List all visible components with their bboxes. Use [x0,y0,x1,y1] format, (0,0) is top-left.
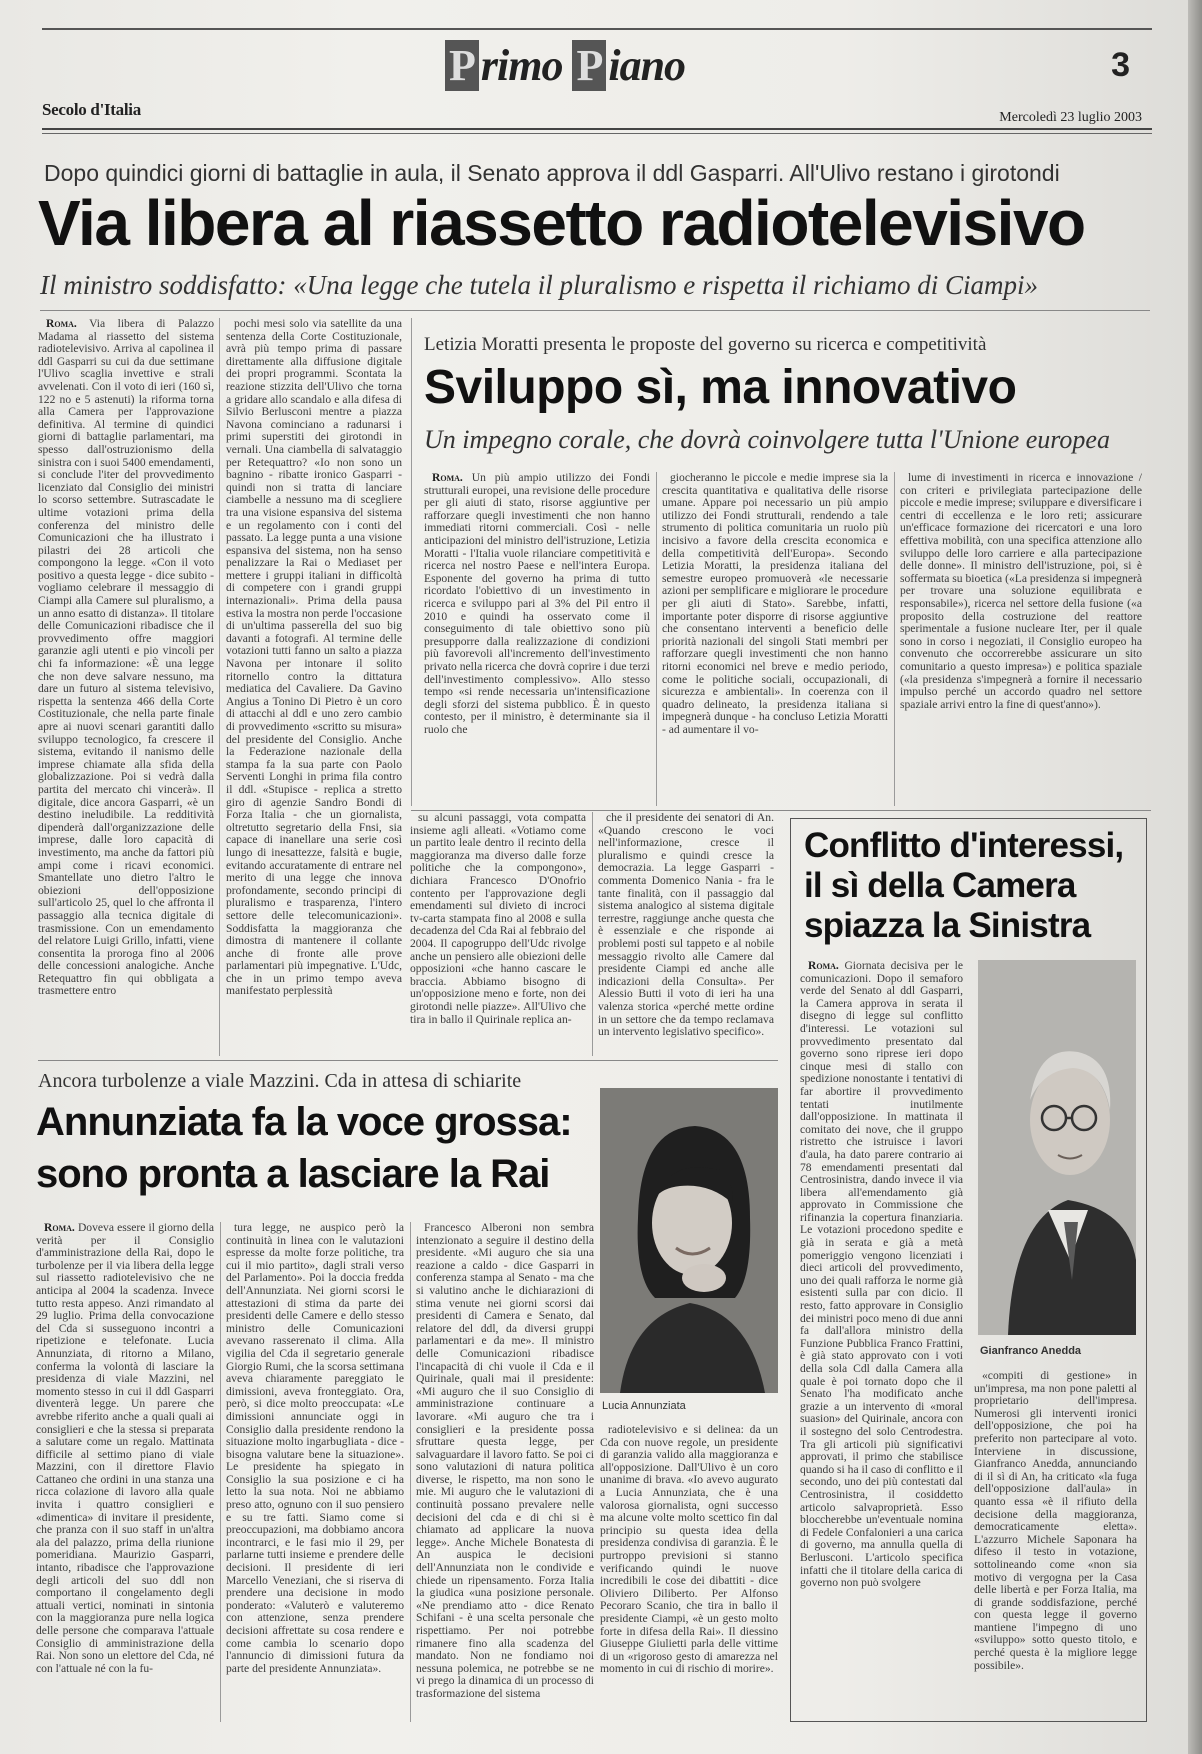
moratti-left-rule [411,318,412,806]
annunziata-kicker: Ancora turbolenze a viale Mazzini. Cda in attesa di schiarite [38,1070,522,1092]
section-title-cap-first: P [445,40,479,91]
moratti-headline: Sviluppo sì, ma innovativo [424,361,1017,414]
page-number: 3 [1111,46,1130,84]
annunziata-col-4 [600,1424,778,1722]
annunziata-headline-line-1: Annunziata fa la voce grossa: [36,1100,572,1144]
moratti-bottom-rule [411,810,1151,811]
main-col-2-text: pochi mesi solo via satellite da una sentenza della Corte Costituzionale, avrà più tempo prima di passare direttamente alla diffusione digitale dei propri programmi. Scontata la reazione stizzita dell'Ulivo che torna a gridare allo scandalo e alla difesa di Silvio Berlusconi mentre a piazza Navona cominciano a radunarsi i primi superstiti dei girotondi in vernali. Una ciambella di salvataggio per Retequattro? «Io non sono un bagnino - ribatte ironico Gasparri - quindi non si tratta di lanciare ciambelle a nessuno ma di scegliere tra una visione espansiva del sistema e un regolamento con i conti del passato. La legge punta a una visione espansiva del sistema, non ha senso penalizzare la Rai o Mediaset per mettere i gruppi italiani in difficoltà di competere con i grandi gruppi internazionali». Prima della pausa estiva la mostra non perde l'occasione di un'ultima passerella del suo big davanti a fotografi. Al termine delle votazioni tutti fanno un salto a piazza Navona per intonare il solito ritornello contro la dittatura mediatica del Cavaliere. Da Gavino Angius a Tonino Di Pietro è un coro di attacchi al ddl e uno zero cambio di provvedimento «scritto su misura» del presidente del Consiglio. Anche la Federazione nazionale della stampa fa la sua parte con Paolo Serventi Longhi in prima fila contro il ddl. «Stupisce - replica a stretto giro di agenzie Sandro Bondi di Forza Italia - che un giornalista, oltretutto segretario della Fnsi, sia capace di inanellare una serie così lungo di inesattezze, falsità e bugie, evitando accuratamente di entrare nel merito di una legge che innova profondamente, secondo principi di pluralismo e trasparenza, l'intero settore delle telecomunicazioni». Soddisfatta la maggioranza che dimostra di mantenere il collante anche di fronte alle prove parlamentari più impegnative. L'Udc, che in un primo tempo aveva manifestato perplessità [226,318,402,998]
section-title-first: rimo [480,41,563,90]
annunziata-col-2 [226,1222,404,1722]
conflitto-dateline: Roma. [808,960,839,972]
main-subhead: Il ministro soddisfatto: «Una legge che tutela il pluralismo e rispetta il richiamo di Ciampi» [40,270,1038,300]
anedda-portrait-illustration [978,960,1136,1335]
conflitto-col-1 [800,960,963,1710]
section-title-second: iano [608,41,686,90]
moratti-col-1-text: Un più ampio utilizzo dei Fondi strutturali europei, una revisione delle procedure per gli aiuti di stato, risorse aggiuntive per rafforzare quegli investimenti che non hanno immediati ritorni commerciali. Così - nelle anticipazioni del ministro dell'istruzione, Letizia Moratti - l'Italia vuole rilanciare competitività e ricerca nel nostro Paese e nell'intera Europa. Esponente del governo ha prima di tutto ricordato l'obiettivo di un investimento in ricerca e sviluppo pari al 3% del Pil entro il 2010 e quindi ha osservato come il conseguimento di tale obiettivo sono più presupporre dalla realizzazione di condizioni più favorevoli all'incremento dell'investimento privato nella ricerca che dovrà coprire i due terzi dell'investimento complessivo». Allo stesso tempo «si rende necessaria un'intensificazione degli sforzi del sistema pubblico. È in questo contesto, per il ministro, è determinante sia il ruolo che [424,472,650,736]
main-headline: Via libera al riassetto radiotelevisivo [38,187,1085,259]
main-story-col-1 [38,318,214,1056]
moratti-col-divider-1 [656,472,657,806]
moratti-dateline: Roma. [432,472,463,484]
header-top-rule [42,28,1152,30]
moratti-col-divider-2 [894,472,895,806]
annunziata-top-rule [38,1060,778,1061]
annunziata-photo [600,1088,778,1393]
annunziata-headline-line-2: sono pronta a lasciare la Rai [36,1152,550,1196]
main-col-divider-3 [592,812,593,1056]
main-story-col-3 [410,812,586,1056]
header-bottom-rule [42,128,1152,130]
main-story-col-4 [598,812,774,1056]
page-spine-shadow [1188,0,1202,1754]
moratti-col-2-text: giocheranno le piccole e medie imprese sia la crescita quantitativa e qualitativa delle risorse umane. Appare poi necessario un più ampio utilizzo dei Fondi strutturali, rendendo a tale strumento di politica comunitaria un ruolo più incisivo a favore della crescita economica e della competitività dell'Europa». Secondo Letizia Moratti, la presidenza italiana del semestre europeo promuoverà «le necessarie azioni per semplificare e migliorare le procedure per gli aiuti di Stato». Sarebbe, infatti, importante poter disporre di risorse aggiuntive che consentano interventi a beneficio delle priorità nazionali del singoli Stati membri per rafforzare quegli investimenti che non hanno ritorni economici nel breve e medio periodo, come le politiche sociali, occupazionali, di sicurezza e ambientali». In coerenza con il quadro delineato, la presidenza italiana si impegnerà dunque - ha concluso Letizia Moratti - ad aumentare il vo- [662,472,888,736]
annunziata-col-3-text: Francesco Alberoni non sembra intenzionato a seguire il destino della presidente. «Mi auguro che sia una reazione a caldo - dice Gasparri in conferenza stampa al Senato - ma che si valutino anche le dichiarazioni di stima venute nei giorni scorsi dai presidenti di Camera e Senato, dal relatore del ddl, da diversi gruppi parlamentari e da me». Il ministro delle Comunicazioni ribadisce l'incapacità di chi vuole il Cda e il Quirinale, quali mai il presidente: «Mi auguro che il suo Consiglio di amministrazione continuare a lavorare. «Mi auguro che tra i consiglieri e la presidente possa sfruttare questa legge, per salvaguardare il lavoro fatto. Se poi ci sono valutazioni di natura politica diverse, le rispetto, ma non sono le mie. Mi auguro che le valutazioni di continuità possano prevalere nelle decisioni del cda e di chi si è chiamato ad applicare la nuova legge». Anche Michele Bonatesta di An auspica le decisioni dell'Annunziata non le condivide e chiede un ripensamento. Forza Italia la giudica «una posizione personale. «Ne prendiamo atto - dice Renato Schifani - è una scelta personale che rispettiamo. Per noi potrebbe rimanere fino alla scadenza del mandato. Non ne fondiamo noi nessuna polemica, ne potrebbe se ne vi prego la dinamica di un processo di trasformazione del sistema [416,1222,594,1700]
paper-name: Secolo d'Italia [42,100,141,119]
annunziata-col-1 [36,1222,214,1722]
main-kicker: Dopo quindici giorni di battaglie in aula, il Senato approva il ddl Gasparri. All'Ulivo restano i girotondi [44,160,1060,186]
issue-date: Mercoledì 23 luglio 2003 [999,110,1142,125]
conflitto-col-1-text: Giornata decisiva per le comunicazioni. Dopo il semaforo verde del Senato al ddl Gasparri, la Camera approva in serata il disegno di legge sul conflitto d'interessi. Le votazioni sul provvedimento presentato dal governo sono riprese ieri dopo cinque mesi di stallo con spedizione nonostante i tentativi di far abortire il provvedimento tentati inutilmente dall'opposizione. In mattinata il comitato dei nove, che il gruppo ristretto che istruisce i lavori d'aula, ha dato parere contrario ai 78 emendamenti presentati dal Centrosinistra, dando invece il via libera all'emendamento già approvato in Commissione che rifinanzia la copertura finanziaria. Le votazioni procedono spedite e già in serata e già a metà pomeriggio vengono licenziati i dieci articoli del provvedimento, uno dei quali rafforza le norme già esistenti sulla par con dicio. Il resto, fatto approvare in Consiglio dei ministri poco meno di due anni fa dall'allora ministro della Funzione Pubblica Franco Frattini, è già stato approvato con i voti della sola Cdl dalla Camera alla quale è poi tornato dopo che il Senato l'ha modificato anche grazie a un intervento di «moral suasion» del Quirinale, ancora con il sostegno del solo Centrodestra. Tra gli articoli più significativi approvati, il primo che stabilisce quando si ha il caso di conflitto e il secondo, uno dei più contestati dal Centrosinistra, il cosiddetto articolo salvaproprietà. Esso bloccherebbe un'eventuale nomina di Fedele Confalonieri a una carica di governo, ma annulla quella di Berlusconi. L'articolo specifica infatti che il titolare della carica di governo non può svolgere [800,960,963,1590]
annunziata-col-divider-2 [410,1222,411,1722]
annunziata-col-4-text: radiotelevisivo e si delinea: da un Cda con nuove regole, un presidente di garanzia valido alla maggioranza e all'opposizione. Dall'Ulivo è un coro unanime di brava. «Io avevo augurato a Lucia Annunziata, che è una valorosa giornalista, ogni successo ma alcune volte molto scettico fin dal principio su questa idea della presidenza condivisa di garanzia. È le purtroppo previsioni si stanno verificando quindi le nuove incredibili le cose dei dibattiti - dice Oliviero Diliberto. Per Alfonso Pecoraro Scanio, che tira in ballo il presidente Ciampi, «è un gesto molto forte in difesa della Rai». Il diessino Giuseppe Giulietti parla delle vittime di un «rigoroso gesto di amarezza nel momento in cui di rischio di morire». [600,1424,778,1676]
main-col-4-text: che il presidente dei senatori di An. «Quando crescono le voci nell'informazione, cresce il pluralismo e quindi cresce la democrazia. La legge Gasparri - commenta Domenico Nania - fra le tante finalità, con il passaggio dal sistema analogico al sistema digitale terrestre, raggiunge anche questa che è essenziale e che risponde ai problemi posti sul tappeto e al nobile messaggio rivolto alle Camere dal presidente Ciampi ed anche alle indicazioni della Consulta». Per Alessio Butti il voto di ieri ha una valenza storica «perché mette ordine in un settore che da tempo reclamava un intervento legislativo specifico». [598,812,774,1039]
annunziata-portrait-illustration [600,1088,778,1393]
annunziata-col-2-text: tura legge, ne auspico però la continuità in linea con le valutazioni espresse da molte forze politiche, tra cui il mio partito», dagli strali verso del Parlamento». Poi la doccia fredda dell'Annunziata. Nei giorni scorsi le attestazioni di stima da parte dei presidenti delle Camere e dello stesso ministro delle Comunicazioni avevano rasserenato il clima. Alla vigilia del Cda il segretario generale Giorgio Rumi, che la scorsa settimana aveva chiaramente pareggiato le dimissioni, aveva fronteggiato. Ora, però, si dice molto preoccupata: «Le dimissioni annunciate oggi in Consiglio dalla presidente rendono la situazione molto ingarbugliata - dice - bisogna valutare bene la situazione». Le presidente ha spiegato in Consiglio la sua posizione e ci ha letto la sua nota. Noi ne abbiamo preso atto, ognuno con il suo pensiero e su tre fatti. Siamo come si preoccupazioni, ma dobbiamo ancora incontrarci, e le fasi mio il 29, per parlarne tutti insieme e prendere delle decisioni. Il presidente di ieri Marcello Veneziani, che si riserva di prendere una decisione in modo ponderato: «Valuterò e valuteremo con attenzione, senza prendere decisioni affrettate su cosa rendere e come cambia lo scenario dopo l'annuncio di dimissioni futura da parte del presidente Annunziata». [226,1222,404,1675]
moratti-col-1 [424,472,650,806]
annunziata-col-divider-1 [220,1222,221,1722]
header-bottom-rule-thin [42,133,1152,134]
conflitto-headline-line-2: il sì della Camera [804,866,1076,905]
main-story-col-2 [226,318,402,1056]
moratti-col-3-text: lume di investimenti in ricerca e innovazione / con criteri e privilegiata partecipazione delle piccole e medie imprese; sviluppare e diversificare i centri di eccellenza e le loro reti; assicurare un'efficace formazione dei ricercatori e una loro effettiva mobilità, con una specifica attenzione allo sviluppo delle loro carriere e alla partecipazione delle donne». Il ministro dell'istruzione, poi, si è soffermata su bioetica («La presidenza si impegnerà per trovare una soluzione equilibrata e responsabile»), ricerca nel settore della fusione («a proposito della costruzione del reattore sperimentale a fusione nucleare Iter, per il quale sono in corso i negoziati, il Consiglio europeo ha convenuto che occorrerebbe assicurare un sito comunitario a questo impresa») e politica spaziale («la presidenza s'impegnerà a fornire il necessario impulso perché un accordo quadro nel settore spaziale arrivi entro la fine di quest'anno»). [900,472,1142,711]
annunziata-col-1-text: Doveva essere il giorno della verità per il Consiglio d'amministrazione della Rai, dopo le turbolenze per il via libera della legge sul riassetto radiotelevisivo che ne anticipa al 2004 la scadenza. Invece tutto resta appeso. Anzi rimandato al 29 luglio. Prima della convocazione del Cda si susseguono incontri a ripetizione e telefonate. Lucia Annunziata, di ritorno a Milano, conferma la volontà di lasciare la presidenza di viale Mazzini, nel momento stesso in cui il ddl Gasparri diventerà legge. Un parere che avrebbe riferito anche a quali quali ai consiglieri e che la stessa si preparata a salutare come un regalo. Mattinata difficile al settimo piano di viale Mazzini, con il direttore Flavio Cattaneo che ordini in una stanza una ricca colazione di lavoro alla quale invita i quattro consiglieri e «dimentica» di invitare il presidente, che pranza con il suo staff in un'altra ala del palazzo, prima della riunione pomeridiana. Maurizio Gasparri, intanto, ribadisce che l'approvazione degli articoli del suo ddl non comportano il congelamento degli attuali vertici, nominati in sintonia con la maggioranza pure nella logica delle persone che comparava l'attuale Consiglio di amministrazione della Rai. Non sono un elettore del Cda, né con l'attuale né con la fu- [36,1222,214,1675]
moratti-col-2 [662,472,888,806]
conflitto-headline-line-3: spiazza la Sinistra [804,906,1091,945]
annunziata-photo-caption: Lucia Annunziata [602,1400,686,1412]
main-col-1-text: Via libera di Palazzo Madama al riassetto del sistema radiotelevisivo. Arriva al capolinea il ddl Gasparri su cui da due settimane l'Ulivo scaglia invettive e strali avvelenati. Con il voto di ieri (160 sì, 122 no e 5 astenuti) la riforma torna alla Camera per l'approvazione definitiva. Al termine di quindici giorni di battaglie parlamentari, ma spesso dall'ostruzionismo della sinistra con i suoi 5400 emendamenti, si conclude l'iter del provvedimento licenziato dal Consiglio dei ministri lo scorso settembre. Sutrascadate le ultime votazioni prima della conferenza del ministro delle Comunicazioni che ha illustrato i pilastri dei 28 articoli che compongono la legge. «Con il voto positivo a questa legge - dice subito - vogliamo celebrare il messaggio di Ciampi alla Camere sul pluralismo, a un anno esatto di distanza». Il titolare delle Comunicazioni ribadisce che il provvedimento offre maggiori garanzie agli utenti e pio vincoli per chi fa informazione: «È una legge che non deve salvare nessuno, ma dare un futuro al sistema televisivo, rispetta la sentenza 466 della Corte Costituzionale, che nella parte finale apre ai nuovi scenari garantiti dallo sviluppo tecnologico, fa crescere il sistema, evitando il nanismo delle imprese chiamate alla sfida della globalizzazione. Poi si vedrà dalla partita del mercato chi vincerà». Il digitale, dice ancora Gasparri, «è un destino ineludibile. La redditività dipenderà dall'organizzazione delle imprese, dalle loro capacità di investimento, ma anche da fattori più ampi come i ricavi economici. Smantellate uno dietro l'altro le obiezioni dell'opposizione sull'articolo 25, quel lo che affronta il passaggio alla tecnica digitale di trasmissione. Con un emendamento del relatore Luigi Grillo, infatti, viene consentita la proroga fino al 2006 delle concessioni analogiche. Anche Retequattro fin qui obbligata a trasmettere entro [38,318,214,998]
moratti-col-3 [900,472,1142,806]
section-title-cap-second: P [572,40,606,91]
section-title [445,40,685,91]
conflitto-col-2 [974,1370,1137,1710]
moratti-kicker: Letizia Moratti presenta le proposte del governo su ricerca e competitività [424,334,987,355]
anedda-photo [978,960,1136,1335]
main-dateline: Roma. [46,318,77,330]
annunziata-dateline: Roma. [44,1222,75,1234]
conflitto-col-2-text: «compiti di gestione» in un'impresa, ma non pone paletti al proprietario dell'impresa. Numerosi gli interventi ironici dell'opposizione, che poi ha preferito non partecipare al voto. Interviene in discussione, Gianfranco Anedda, annunciando di il sì di An, ha criticato «la fuga dell'opposizione dall'aula» in quanto essa «è il rifiuto della decisione della maggioranza, democraticamente eletta». L'azzurro Michele Saponara ha difeso il testo in votazione, sottolineando come «non sia motivo di vergogna per la Casa delle libertà e per Forza Italia, ma di grande soddisfazione, perché con questa legge il governo mantiene l'impegno di uno «sviluppo» sotto questo titolo, e perché questa è la migliore legge possibile». [974,1370,1137,1672]
main-col-divider-1 [219,318,220,1056]
moratti-subhead: Un impegno corale, che dovrà coinvolgere tutta l'Unione europea [424,425,1110,454]
main-subhead-rule [40,310,1150,311]
anedda-photo-caption: Gianfranco Anedda [980,1345,1082,1357]
main-col-3-text: su alcuni passaggi, vota compatta insieme agli alleati. «Votiamo come un partito leale dentro il recinto della maggioranza ma diverso dalle forze politiche che la compongono», dichiara Francesco D'Onofrio contento per l'approvazione degli emendamenti sul divieto di incroci tv-carta stampata fino al 2008 e sulla decadenza del Cda Rai al febbraio del 2004. Il capogruppo dell'Udc rivolge anche un pensiero alle obiezioni delle opposizioni «che hanno cascare le braccia. Abbiamo bisogno di un'opposizione meno e forte, non dei girotondi nelle piazze». All'Ulivo che tira in ballo il Quirinale replica an- [410,812,586,1026]
annunziata-col-3 [416,1222,594,1722]
conflitto-headline-line-1: Conflitto d'interessi, [804,826,1124,865]
